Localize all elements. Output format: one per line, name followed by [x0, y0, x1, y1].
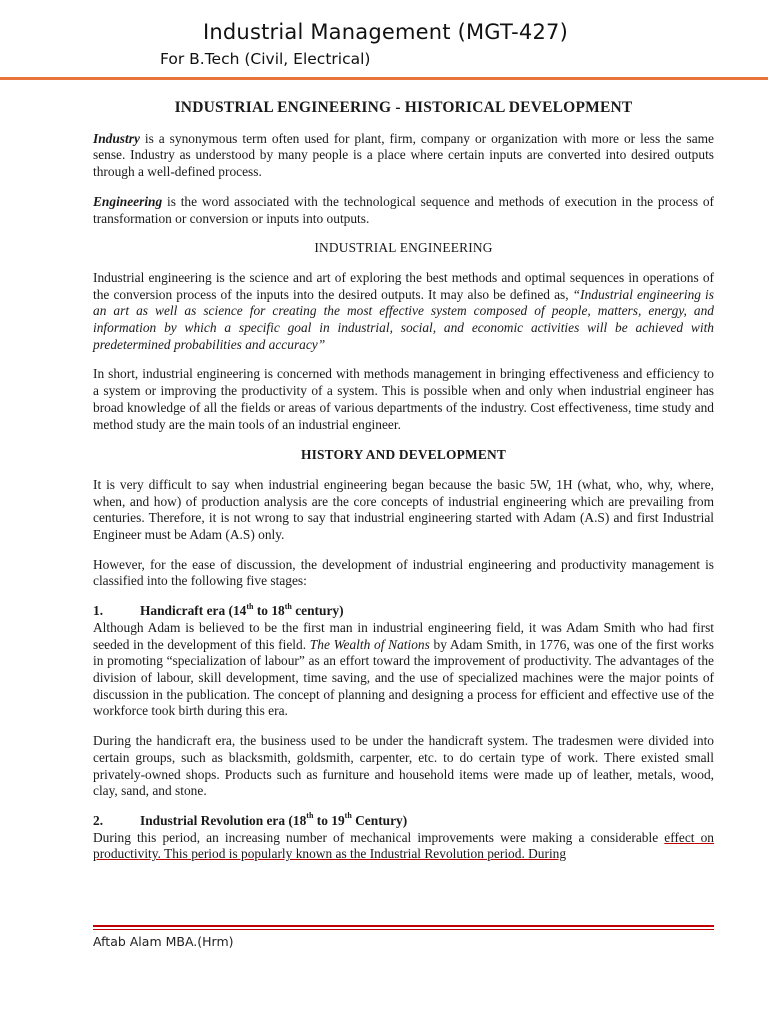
section-heading-history: HISTORY AND DEVELOPMENT [300, 447, 507, 463]
wealth-of-nations-title: The Wealth of Nations [309, 636, 430, 652]
stage-2-title-c: Century) [351, 812, 408, 828]
stage-2-paragraph [93, 830, 714, 863]
stage-1-text-a: Although Adam is believed to be the first man in industrial engineering field, it was Adam Smith who had first seeded in the development of this field. [93, 619, 714, 652]
ie-definition-paragraph [93, 270, 714, 354]
section-heading-industrial-engineering: INDUSTRIAL ENGINEERING [314, 240, 493, 256]
stage-1-sup-a: th [246, 601, 254, 611]
stage-2-underlined-text: effect on productivity. This period is popularly known as the Industrial Revolution period. During [93, 829, 715, 862]
engineering-text: is the word associated with the technological sequence and methods of execution in the process of transformation or conversion or inputs into outputs. [93, 193, 714, 226]
stage-1-heading [93, 603, 714, 620]
history-paragraph-1: It is very difficult to say when industrial engineering began because the basic 5W, 1H (what, who, why, where, when, and how) of production analysis are the core concepts of industrial engineering which are prevailing from centuries. Therefore, it is not wrong to say that industrial engineering started with Adam (A.S) and first Industrial Engineer must be Adam (A.S) only. [93, 476, 714, 543]
document-title: INDUSTRIAL ENGINEERING - HISTORICAL DEVELOPMENT [174, 99, 633, 116]
history-paragraph-2: However, for the ease of discussion, the development of industrial engineering and productivity management is classified into the following five stages: [93, 556, 714, 589]
engineering-paragraph [93, 194, 714, 227]
stage-2-text: During this period, an increasing number of mechanical improvements were making a considerable [93, 829, 665, 845]
header-title: Industrial Management (MGT-427) [203, 20, 568, 44]
stage-1-text-b: by Adam Smith, in 1776, was one of the first works in promoting “specialization of labour” as an effort toward the improvement of productivity. The advantages of the division of labour, skill development, time saving, and the use of specialized machines were the major points of discussion in the publication. The concept of planning and designing a process for efficient and effective use of the workforce took birth during this era. [93, 636, 714, 719]
stage-2-sup-a: th [306, 811, 314, 821]
ie-definition-quote: “Industrial engineering is an art as well as science for creating the most effective system composed of people, matters, energy, and information by which a specific goal in industrial, social, and economic activities will be achieved with predetermined probabilities and accuracy” [93, 286, 714, 352]
stage-2-title-b: to 19 [313, 812, 345, 828]
industry-paragraph [93, 131, 714, 181]
header-rule [0, 77, 768, 80]
stage-1-paragraph-1 [93, 620, 714, 720]
stage-1-title-b: to 18 [253, 603, 285, 619]
header-subtitle: For B.Tech (Civil, Electrical) [160, 50, 371, 68]
industry-text: is a synonymous term often used for plant, firm, company or organization with more or less the same sense. Industry as understood by many people is a place where certain inputs are converted into desired outputs through a well-defined process. [93, 130, 714, 180]
engineering-term: Engineering [93, 193, 163, 209]
stage-1-paragraph-2: During the handicraft era, the business used to be under the handicraft system. The tradesmen were divided into certain groups, such as blacksmith, goldsmith, carpenter, etc. to do certain type of work. There existed small privately-owned shops. Products such as furniture and household items were made up of leather, metals, wood, clay, sand, and stone. [93, 733, 714, 799]
stage-2-number: 2. [93, 812, 104, 828]
stage-1-sup-b: th [284, 601, 292, 611]
stage-2-title-a: Industrial Revolution era (18 [140, 812, 307, 828]
ie-definition-text: Industrial engineering is the science and art of exploring the best methods and optimal sequences in operations of the conversion process of the inputs into the desired outputs. It may also be defined as, [93, 269, 714, 302]
stage-2-sup-b: th [344, 811, 352, 821]
industry-term: Industry [93, 130, 140, 146]
footer-rule-thin [93, 929, 714, 930]
footer-rule-thick [93, 925, 714, 927]
stage-1-title-c: century) [291, 603, 344, 619]
stage-1-title-a: Handicraft era (14 [140, 603, 247, 619]
footer-author: Aftab Alam MBA.(Hrm) [93, 934, 234, 949]
document-body [93, 100, 714, 863]
ie-summary-paragraph: In short, industrial engineering is concerned with methods management in bringing effectiveness and efficiency to a system or improving the productivity of a system. This is possible when and only when industrial engineer has broad knowledge of all the fields or areas of various departments of the industry. Cost effectiveness, time study and method study are the main tools of an industrial engineer. [93, 366, 714, 432]
stage-2-heading [93, 813, 714, 830]
stage-1-number: 1. [93, 603, 104, 619]
